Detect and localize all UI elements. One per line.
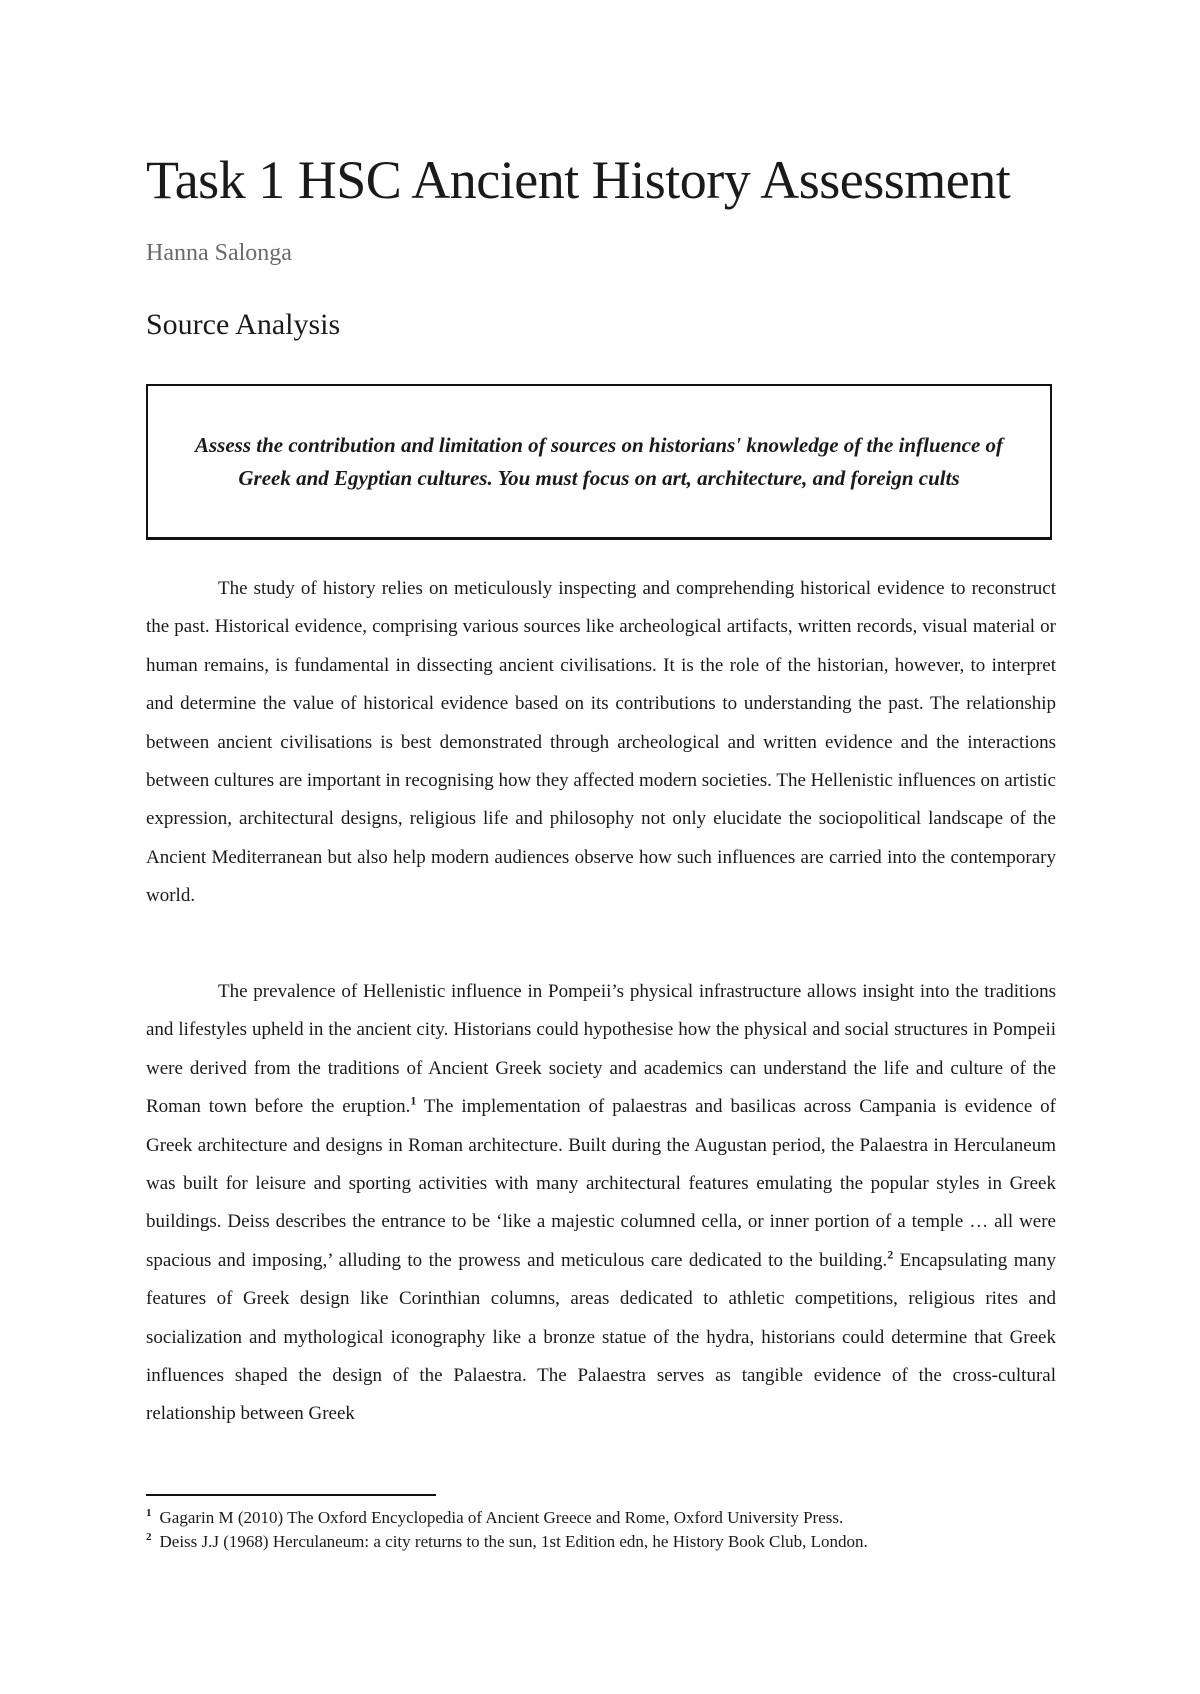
body-paragraph-1: The study of history relies on meticulously inspecting and comprehending historical evidence to reconstruct the past. Historical evidence, comprising various sources like archeological artifacts, written records, visual material or human remains, is fundamental in dissecting ancient civilisations. It is the role of the historian, however, to interpret and determine the value of historical evidence based on its contributions to understanding the past. The relationship between ancient civilisations is best demonstrated through archeological and written evidence and the interactions between cultures are important in recognising how they affected modern societies. The Hellenistic influences on artistic expression, architectural designs, religious life and philosophy not only elucidate the sociopolitical landscape of the Ancient Mediterranean but also help modern audiences observe how such influences are carried into the contemporary world. bbox=[146, 578, 1056, 907]
footnote-reference-2[interactable]: 2 bbox=[887, 1247, 894, 1262]
document-title: Task 1 HSC Ancient History Assessment bbox=[146, 150, 1011, 210]
body-paragraph-2 bbox=[146, 973, 1056, 1434]
footnote-text: Deiss J.J (1968) Herculaneum: a city returns to the sun, 1st Edition edn, he History Book Club, London. bbox=[159, 1532, 868, 1551]
footnote-marker: 1 bbox=[146, 1507, 152, 1520]
footnotes-list bbox=[146, 1506, 1056, 1554]
paragraph-2-text-part-2: The implementation of palaestras and basilicas across Campania is evidence of Greek architecture and designs in Roman architecture. Built during the Augustan period, the Palaestra in Herculaneum was built for leisure and sporting activities with many architectural features emulating the popular styles in Greek buildings. Deiss describes the entrance to be ‘like a majestic columned cella, or inner portion of a temple … all were spacious and imposing,’ alluding to the prowess and meticulous care dedicated to the building. bbox=[146, 1096, 1057, 1271]
footnote-item bbox=[146, 1506, 1056, 1530]
footnote-item bbox=[146, 1530, 1056, 1554]
paragraph-2-text-part-3: Encapsulating many features of Greek design like Corinthian columns, areas dedicated to athletic competitions, religious rites and socialization and mythological iconography like a bronze statue of the hydra, historians could determine that Greek influences shaped the design of the Palaestra. The Palaestra serves as tangible evidence of the cross-cultural relationship between Greek bbox=[146, 1249, 1056, 1425]
footnote-text: Gagarin M (2010) The Oxford Encyclopedia of Ancient Greece and Rome, Oxford University Press. bbox=[159, 1508, 844, 1527]
section-heading: Source Analysis bbox=[146, 308, 341, 341]
question-box bbox=[146, 384, 1052, 540]
document-page bbox=[146, 0, 1056, 1694]
footnote-marker: 2 bbox=[146, 1531, 152, 1544]
footnote-separator bbox=[146, 1494, 436, 1496]
paragraph-2-text-part-1: The prevalence of Hellenistic influence in Pompeii’s physical infrastructure allows insight into the traditions and lifestyles upheld in the ancient city. Historians could hypothesise how the physical and social structures in Pompeii were derived from the traditions of Ancient Greek society and academics can understand the life and culture of the Roman town before the eruption. bbox=[146, 981, 1056, 1118]
question-text: Assess the contribution and limitation of sources on historians' knowledge of the influence of Greek and Egyptian cultures. You must focus on art, architecture, and foreign cults bbox=[194, 432, 1004, 490]
author-name: Hanna Salonga bbox=[146, 240, 292, 266]
footnote-reference-1[interactable]: 1 bbox=[410, 1093, 417, 1108]
